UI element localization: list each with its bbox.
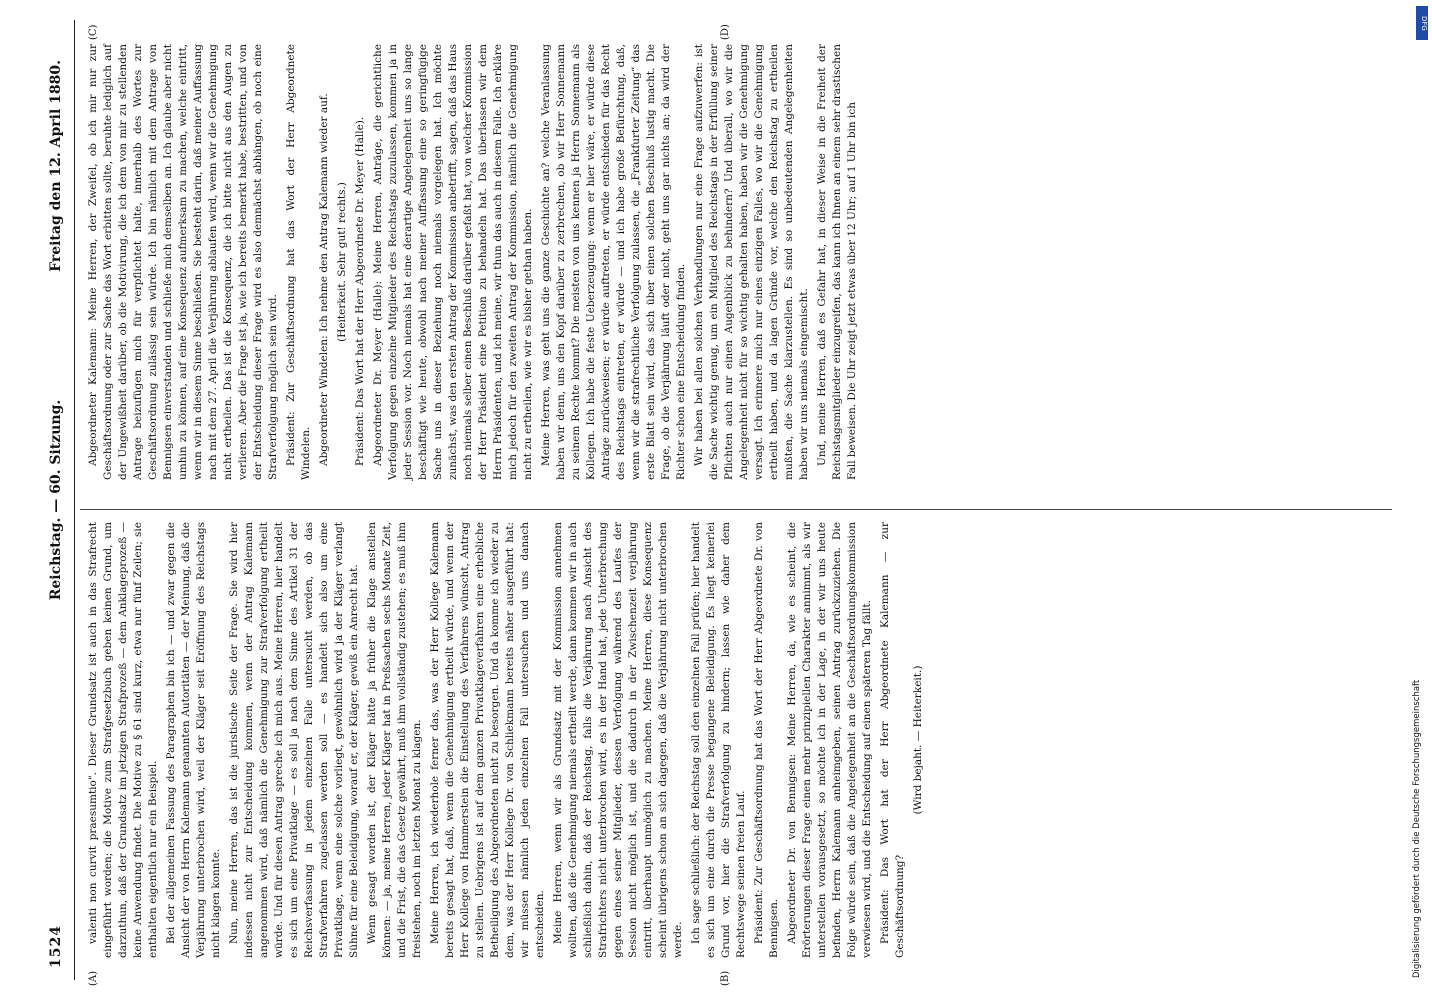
left-column — [86, 522, 929, 958]
paragraph: valenti non curvit praesumtio". Dieser Grundsatz ist auch in das Strafrecht eingeführt worden; die Motive zum Strafgesetzbuch geben keinen Grund, um darzuthun, daß der Grundsatz im jetzigen Strafprozeß — dem Anklageprozeß — keine Anwendung findet. Die Motive zu § 61 sind kurz, etwa nur fünf Zeilen; sie enthalten eigentlich nur ein Beispiel. — [87, 522, 159, 958]
paragraph: Meine Herren, was geht uns die ganze Geschichte an? welche Veranlassung haben wir denn, uns den Kopf darüber zu zerbrechen, ob wir Herr Sonnemann zu seinem Rechte kommt? Die meisten von uns kennen ja Herrn Sonnemann als Kollegen. Ich habe die feste Ueberzeugung: wenn er hier wäre, er würde diese Anträge zurückweisen; er würde auftreten, er würde entschieden für das Recht des Reichstags eintreten, er würde — und ich habe große Befürchtung, daß, wenn wir die strafrechtliche Verfolgung zulassen, die „Frankfurter Zeitung“ das erste Blatt sein wird, das sich über einen solchen Beschluß lustig macht. Die Frage, ob die Verjährung läuft oder nicht, geht uns gar nichts an; da wird der Richter schon eine Entscheidung finden. — [540, 44, 687, 480]
paragraph: Abgeordneter Kalemann: Meine Herren, der Zweifel, ob ich mir nur zur Geschäftsordnung oder zur Sache das Wort erbitten sollte, beruhte lediglich auf der Ungewißheit darüber, ob die Motivirung, die ich dem von mir zu stellenden Antrage beizufügen mich für verpflichtet halte, innerhalb des Wortes zur Geschäftsordnung zulässig sein würde. Ich bin nämlich mit dem Antrage von Bennigsen einverstanden und schließe mich demselben an. Ich glaube aber nicht umhin zu können, auf eine Konsequenz aufmerksam zu machen, welche eintritt, wenn wir in diesem Sinne beschließen. Sie besteht darin, daß meiner Auffassung nach mit dem 27. April die Verjährung ablaufen wird, wenn wir die Genehmigung nicht ertheilen. Das ist die Konsequenz, die ich bitte nicht aus den Augen zu verlieren. Aber die Frage ist ja, wie ich bereits bemerkt habe, bestritten, und von der Entscheidung dieser Frage wird es also demnächst abhängen, ob noch eine Strafverfolgung möglich sein wird. — [87, 44, 279, 480]
paragraph: Präsident: Das Wort hat der Herr Abgeordnete Dr. Meyer (Halle). — [354, 116, 366, 466]
paragraph: Abgeordneter Dr. von Bennigsen: Meine Herren, da, wie es scheint, die Erörterungen dieser Frage einen mehr prinzipiellen Charakter annimmt, als wir unterstellen vorausgesetzt, so möchte ich in der Lage, in der wir uns heute befinden, Herrn Kalemann anheimgeben, seinen Antrag zurückzuziehen. Die Folge würde sein, daß die Angelegenheit an die Geschäftsordnungskommission verwiesen wird, und die Entscheidung auf einen späteren Tag fällt. — [786, 522, 873, 958]
column-divider — [80, 509, 1392, 510]
paragraph: Abgeordneter Windelen: Ich nehme den Antrag Kalemann wieder auf. — [318, 93, 330, 466]
header-date: Freitag den 12. April 1880. — [48, 60, 64, 272]
margin-mark-c: (C) — [88, 24, 99, 40]
margin-mark-d: (D) — [720, 24, 731, 40]
dfg-logo: DFG — [1416, 6, 1428, 40]
margin-mark-b: (B) — [720, 970, 731, 986]
paragraph: Wenn gesagt worden ist, der Kläger hätte ja früher die Klage anstellen können: — ja, meine Herren, jeder Kläger hat in Preßsachen sechs Monate Zeit, und die Frist, die das Gesetz gewährt, muß ihm vollständig zustehen; es muß ihm freistehen, noch im letzten Monat zu klagen. — [366, 522, 423, 958]
page-number: 1524 — [48, 925, 64, 968]
header-rule — [74, 20, 75, 980]
margin-mark-a: (A) — [88, 970, 99, 986]
right-column — [86, 44, 863, 480]
paragraph: Nun, meine Herren, das ist die juristische Seite der Frage. Sie wird hier indessen nicht zur Entscheidung kommen, wenn der Antrag Kalemann angenommen wird, daß nämlich die Genehmigung zur Strafverfolgung ertheilt würde. Und für diesen Antrag spreche ich mich aus. Meine Herren, hier handelt es sich um eine Privatklage — es soll ja nach dem Sinne des Artikel 31 der Reichsverfassung in jedem einzelnen Falle untersucht werden, ob das Strafverfahren zugelassen werden soll — es handelt sich also um eine Privatklage, wenn eine solche vorliegt, gewöhnlich wird ja der Kläger verlangt Sühne für eine Beleidigung, worauf er, der Kläger, gewiß ein Anrecht hat. — [228, 522, 360, 958]
paragraph: (Heiterkeit. Sehr gut! rechts.) — [336, 182, 348, 342]
paragraph: Präsident: Zur Geschäftsordnung hat das Wort der Herr Abgeordnete Windelen. — [285, 44, 312, 480]
paragraph: Meine Herren, wenn wir als Grundsatz mit der Kommission annehmen wollten, daß die Genehmigung niemals ertheilt werde, dann kommen wir in auch schließlich dahin, daß der Reichstag, falls die Verjährung nach Ansicht des Strafrichters nicht unterbrochen wird, es in der Hand hat, jede Unterbrechung gegen eines seiner Mitglieder, dessen Verfolgung während des Laufes der Session nicht möglich ist, und die dadurch in der Zwischenzeit verjährung eintritt, überhaupt unmöglich zu machen. Meine Herren, diese Konsequenz scheint übrigens schon an sich dagegen, daß die Verjährung nicht unterbrochen werde. — [552, 522, 684, 958]
paragraph: Ich sage schließlich: der Reichstag soll den einzelnen Fall prüfen; hier handelt es sich um eine durch die Presse begangene Beleidigung. Es liegt keinerlei Grund vor, hier die Strafverfolgung zu hindern; lassen wie daher dem Rechtswege seinen freien Lauf. — [690, 522, 747, 958]
paragraph: Wir haben bei allen solchen Verhandlungen nur eine Frage aufzuwerfen: ist die Sache wichtig genug, um ein Mitglied des Reichstags in der Erfüllung seiner Pflichten auch nur einen Augenblick zu behindern? Und überall, wo wir die Angelegenheit nicht für so wichtig gehalten haben, haben wir die Genehmigung versagt. Ich erinnere mich nur eines einzigen Falles, wo wir die Genehmigung ertheilt haben, und da lagen Gründe vor, welche den Reichstag zu ertheilen mußten, die Sache klarzustellen. Es sind so unbedeutenden Angelegenheiten haben wir uns niemals eingemischt. — [693, 44, 810, 480]
paragraph: Meine Herren, ich wiederhole ferner das, was der Herr Kollege Kalemann bereits gesagt hat, daß, wenn die Genehmigung ertheilt würde, und wenn der Herr Kollege von Hammerstein die Einstellung des Verfahrens wünscht, Antrag zu stellen. Uebrigens ist auf dem ganzen Privatklageverfahren eine erhebliche Betheiligung des Abgeordneten nicht zu besorgen. Und da komme ich wieder zu dem, was der Herr Kollege Dr. von Schliekmann bereits näher ausgeführt hat: wir müssen nämlich jeden einzelnen Fall untersuchen und uns danach entscheiden. — [429, 522, 546, 958]
paragraph: Bei der allgemeinen Fassung des Paragraphen bin ich — und zwar gegen die Ansicht der von Herrn Kalemann genannten Autoritäten — der Meinung, daß die Verjährung unterbrochen wird, weil der Kläger seit Eröffnung des Reichstags nicht klagen konnte. — [165, 522, 222, 958]
paragraph: Präsident: Zur Geschäftsordnung hat das Wort der Herr Abgeordnete Dr. von Bennigsen. — [753, 522, 780, 958]
digitization-credit: Digitalisierung gefördert durch die Deutsche Forschungsgemeinschaft — [1412, 679, 1422, 978]
paragraph: (Wird bejaht. — Heiterkeit.) — [912, 665, 924, 815]
paragraph: Abgeordneter Dr. Meyer (Halle): Meine Herren, Anträge, die gerichtliche Verfolgung gegen einzelne Mitglieder des Reichstags zuzulassen, kommen ja in jeder Session vor. Noch niemals hat eine derartige Angelegenheit uns so lange beschäftigt wie heute, obwohl nach meiner Auffassung eine so geringfügige Sache uns in dieser Beziehung noch niemals vorgelegen hat. Ich möchte zunächst, was den ersten Antrag der Kommission anbetrifft, sagen, daß das Haus noch niemals selber einen Beschluß darüber gefaßt hat, von welcher Kommission der Herr Präsident eine Petition zu behandeln hat. Das überlassen wir dem Herrn Präsidenten, und ich meine, wir thun das auch in diesem Falle. Ich erkläre mich jedoch für den zweiten Antrag der Kommission, nämlich die Genehmigung nicht zu ertheilen, wie wir es bisher gethan haben. — [372, 44, 534, 480]
paragraph: Präsident: Das Wort hat der Herr Abgeordnete Kalemann — zur Geschäftsordnung? — [879, 522, 906, 958]
header-title: Reichstag. — 60. Sitzung. — [48, 399, 64, 601]
paragraph: Und, meine Herren, daß es Gefahr hat, in dieser Weise in die Freiheit der Reichstagsmitglieder einzugreifen, das kann ich Ihnen an einem sehr drastischen Fall beweisen. Die Uhr zeigt jetzt etwas über 12 Uhr; auf 1 Uhr bin ich — [816, 44, 858, 480]
